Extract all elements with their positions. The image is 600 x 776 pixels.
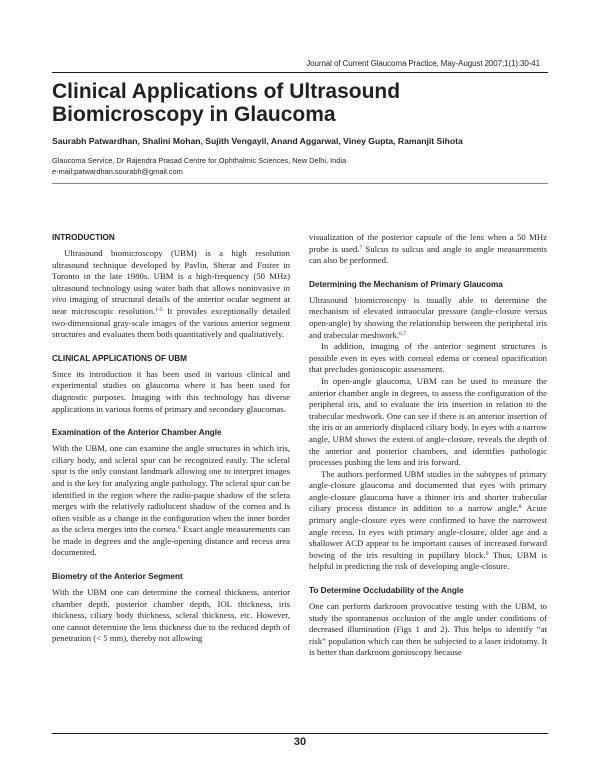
journal-header: Journal of Current Glaucoma Practice, May-August 2007;1(1):30-41 [306,59,540,68]
separator-rule [52,183,548,184]
heading-biometry: Biometry of the Anterior Segment [52,572,183,582]
heading-anterior-chamber-angle: Examination of the Anterior Chamber Angle [52,428,222,438]
page-number: 30 [293,736,307,748]
contact-email[interactable]: e-mail:patwardhan.sourabh@gmail.com [52,167,183,176]
footer-rule [52,733,548,734]
paragraph-introduction: Ultrasound biomicroscopy (UBM) is a high resolution ultrasound technique developed by Pavlin, Sherar and Foster in Toronto in the late 1980s. UBM is a high-frequency (50 MHz) ultrasound technology using water bath that allows noninvasive in vivo imaging of structural details of the anterior ocular segment at near microscopic resolution.$^{1-5}$ It provides exceptionally detailed two-dimensional gray-scale images of the various anterior segment structures and evaluates them both quantitatively and qualitatively. [52,248,290,340]
affiliation: Glaucoma Service, Dr Rajendra Prasad Centre for Ophthalmic Sciences, New Delhi, India [52,156,347,165]
author-list: Saurabh Patwardhan, Shalini Mohan, Sujith Vengayil, Anand Aggarwal, Viney Gupta, Ramanjit Sihota [52,136,463,146]
affiliation-block [52,155,346,177]
heading-introduction: INTRODUCTION [52,233,115,242]
header-rule [52,72,548,73]
paragraph-mechanism-2: In addition, imaging of the anterior segment structures is possible even in eyes with corneal edema or corneal opacification that precludes gonioscopic assessment. [309,341,547,375]
paragraph-mechanism-1: Ultrasound biomicroscopy is usually able to determine the mechanism of elevated intraocular pressure (angle-closure versus open-angle) by showing the relationship between the peripheral iris and trabecular meshwork.$^{6,7}$ [309,294,547,340]
paragraph-mechanism-4: The authors performed UBM studies in the subtypes of primary angle-closure glaucoma and documented that eyes with primary angle-closure glaucoma have a thinner iris and shorter trabecular ciliary process distance in addition to a narrow angle.$^8$ Acute primary angle-closure eyes were confirmed to have the narrowest angle recess. In eyes with primary angle-closure, older age and a shallower ACD appear to be important causes of increased forward bowing of the iris resulting in pupillary block.$^9$ Thus, UBM is helpful in predicting the risk of developing angle-closure. [309,468,547,572]
paragraph-occludability: One can perform darkroom provocative testing with the UBM, to study the spontaneous occlusion of the angle under conditions of decreased illumination (Figs 1 and 2). This helps to identify “at risk” population which can then be subjected to a laser iridotomy. It is better than darkroom gonioscopy because [309,601,547,658]
paragraph-biometry-continued: visualization of the posterior capsule of the lens when a 50 MHz probe is used.$^7$ Sulcus to sulcus and angle to angle measurements can also be performed. [309,232,547,266]
article-title: Clinical Applications of Ultrasound Biomicroscopy in Glaucoma [52,80,401,126]
paragraph-mechanism-3: In open-angle glaucoma, UBM can be used to measure the anterior chamber angle in degrees, to assess the configuration of the peripheral iris, and to evaluate the iris insertion in relation to the trabecular meshwork. One can see if there is an anterior insertion of the iris or an anteriorly displaced ciliary body. In eyes with a narrow angle, UBM shows the extent of angle-closure, reveals the depth of the anterior and posterior chambers, and identifies pathologic processes pushing the lens and iris forward. [309,375,547,468]
paragraph-clinical-applications: Since its introduction it has been used in various clinical and experimental studies on glaucoma where it has been used for diagnostic purposes. Imaging with this technology has diverse applications in various forms of primary and secondary glaucomas. [52,368,290,414]
heading-occludability: To Determine Occludability of the Angle [309,586,464,596]
right-column [309,232,547,659]
left-column [52,232,290,645]
heading-clinical-applications: CLINICAL APPLICATIONS OF UBM [52,353,187,363]
paragraph-anterior-chamber-angle: With the UBM, one can examine the angle structures in which iris, ciliary body, and scleral spur can be recognized easily. The scleral spur is the only constant landmark allowing one to interpret images and is the key for analyzing angle pathology. The scleral spur can be identified in the region where the radio-paque shadow of the sclera merges with the relatively radiolucent shadow of the cornea and is often visible as a change in the configuration when the inner border as the sclera merges into the cornea.$^6$ Exact angle measurements can be made in degrees and the angle-opening distance and recess area documented. [52,443,290,558]
paragraph-biometry: With the UBM one can determine the corneal thickness, anterior chamber depth, posterior chamber depth, IOL thickness, iris thickness, ciliary body thickness, scleral thickness, etc. However, one cannot determine the lens thickness due to the reduced depth of penetration (< 5 mm), thereby not allowing [52,587,290,644]
heading-mechanism: Determining the Mechanism of Primary Glaucoma [309,279,503,289]
